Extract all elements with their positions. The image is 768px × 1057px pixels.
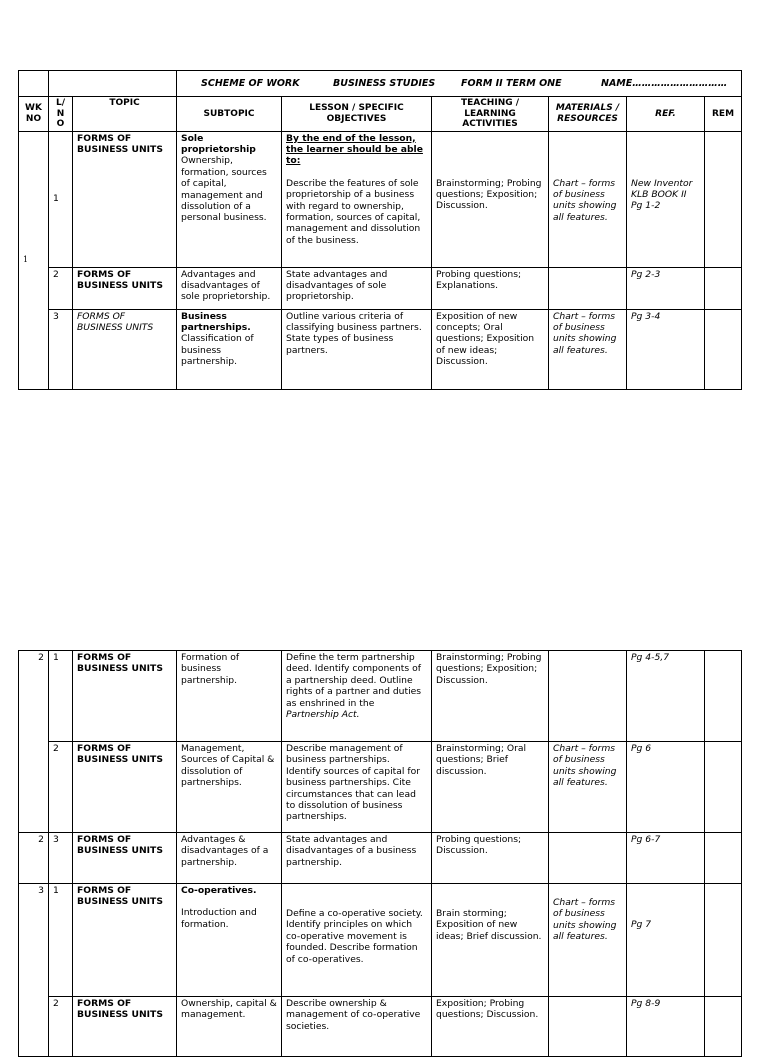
col-header-subtopic: SUBTOPIC [177, 97, 282, 132]
materials-cell [549, 833, 627, 884]
rem-cell [705, 131, 742, 267]
topic-cell: FORMS OF BUSINESS UNITS [73, 997, 177, 1057]
activities-cell: Brain storming; Exposition of new ideas; Brief discussion. [432, 884, 549, 997]
ref-cell: Pg 8-9 [627, 997, 705, 1057]
rem-cell [705, 742, 742, 833]
ref-cell: Pg 7 [627, 884, 705, 997]
ref-cell: Pg 2-3 [627, 267, 705, 309]
activities-cell: Exposition of new concepts; Oral questions; Exposition of new ideas; Discussion. [432, 309, 549, 389]
table-row [19, 997, 742, 1057]
lesson-no-cell: 1 [49, 131, 73, 267]
form-label: FORM II TERM ONE [461, 77, 562, 89]
objectives-cell: Describe ownership & management of co-operative societies. [282, 997, 432, 1057]
activities-cell: Probing questions; Explanations. [432, 267, 549, 309]
table-row [19, 884, 742, 997]
subtopic-cell: Formation of business partnership. [177, 651, 282, 742]
subtopic-cell: Advantages and disadvantages of sole proprietorship. [177, 267, 282, 309]
teacher-name-field: NAME………………………… [601, 77, 728, 89]
rem-cell [705, 997, 742, 1057]
topic-cell: FORMS OF BUSINESS UNITS [73, 267, 177, 309]
table-row [19, 742, 742, 833]
subtopic-cell: Co-operatives. Introduction and formation. [177, 884, 282, 997]
topic-cell: FORMS OF BUSINESS UNITS [73, 833, 177, 884]
col-header-week: WK NO [19, 97, 49, 132]
scheme-table-page-2 [18, 650, 742, 1057]
rem-cell [705, 267, 742, 309]
objectives-cell: State advantages and disadvantages of sole proprietorship. [282, 267, 432, 309]
col-header-activities: TEACHING / LEARNING ACTIVITIES [432, 97, 549, 132]
lesson-no-cell: 2 [49, 997, 73, 1057]
rem-cell [705, 651, 742, 742]
week-cell: 2 [19, 651, 49, 833]
subtopic-cell: Advantages & disadvantages of a partnership. [177, 833, 282, 884]
week-cell: 1 [19, 131, 49, 389]
materials-cell [549, 997, 627, 1057]
week-cell: 2 [19, 833, 49, 884]
scheme-table-page-1 [18, 70, 742, 390]
col-header-rem: REM [705, 97, 742, 132]
ref-cell: New Inventor KLB BOOK II Pg 1-2 [627, 131, 705, 267]
objectives-cell: Define the term partnership deed. Identify components of a partnership deed. Outline rights of a partner and duties as enshrined in the Partnership Act. [282, 651, 432, 742]
topic-cell: FORMS OF BUSINESS UNITS [73, 651, 177, 742]
week-cell: 3 [19, 884, 49, 1057]
table-row [19, 651, 742, 742]
materials-cell: Chart – forms of business units showing all features. [549, 884, 627, 997]
activities-cell: Brainstorming; Probing questions; Exposition; Discussion. [432, 651, 549, 742]
table-row [19, 833, 742, 884]
lesson-no-cell: 3 [49, 833, 73, 884]
lesson-no-cell: 2 [49, 267, 73, 309]
ref-cell: Pg 3-4 [627, 309, 705, 389]
table-row [19, 267, 742, 309]
topic-cell: FORMS OF BUSINESS UNITS [73, 742, 177, 833]
ref-cell: Pg 6 [627, 742, 705, 833]
rem-cell [705, 309, 742, 389]
subtopic-cell: Business partnerships. Classification of business partnership. [177, 309, 282, 389]
ref-cell: Pg 4-5,7 [627, 651, 705, 742]
lesson-no-cell: 2 [49, 742, 73, 833]
ref-cell: Pg 6-7 [627, 833, 705, 884]
objectives-cell: Outline various criteria of classifying business partners. State types of business partners. [282, 309, 432, 389]
rem-cell [705, 884, 742, 997]
lesson-no-cell: 3 [49, 309, 73, 389]
table-row [19, 309, 742, 389]
lesson-no-cell: 1 [49, 884, 73, 997]
subtopic-cell: Ownership, capital & management. [177, 997, 282, 1057]
subtopic-cell: Sole proprietorship Ownership, formation, sources of capital, management and dissolution of a personal business. [177, 131, 282, 267]
col-header-lesson-no: L/ N O [49, 97, 73, 132]
col-header-objectives: LESSON / SPECIFIC OBJECTIVES [282, 97, 432, 132]
objectives-cell: By the end of the lesson, the learner should be able to: Describe the features of sole proprietorship of a business with regard to ownership, formation, sources of capital, management and dissolution of the business. [282, 131, 432, 267]
materials-cell: Chart – forms of business units showing all features. [549, 131, 627, 267]
col-header-ref: REF. [627, 97, 705, 132]
scheme-label: SCHEME OF WORK [201, 77, 300, 89]
materials-cell [549, 267, 627, 309]
topic-cell: FORMS OF BUSINESS UNITS [73, 309, 177, 389]
header-blank-cell [49, 71, 177, 97]
topic-cell: FORMS OF BUSINESS UNITS [73, 884, 177, 997]
subtopic-cell: Management, Sources of Capital & dissolution of partnerships. [177, 742, 282, 833]
materials-cell [549, 651, 627, 742]
subject-label: BUSINESS STUDIES [333, 77, 436, 89]
objectives-cell: Define a co-operative society. Identify principles on which co-operative movement is founded. Describe formation of co-operatives. [282, 884, 432, 997]
activities-cell: Brainstorming; Oral questions; Brief discussion. [432, 742, 549, 833]
document-title [177, 71, 742, 97]
activities-cell: Probing questions; Discussion. [432, 833, 549, 884]
objectives-cell: State advantages and disadvantages of a business partnership. [282, 833, 432, 884]
table-row [19, 131, 742, 267]
activities-cell: Brainstorming; Probing questions; Exposition; Discussion. [432, 131, 549, 267]
materials-cell: Chart – forms of business units showing all features. [549, 309, 627, 389]
lesson-no-cell: 1 [49, 651, 73, 742]
objectives-cell: Describe management of business partnerships. Identify sources of capital for business partnerships. Cite circumstances that can lead to dissolution of business partnerships. [282, 742, 432, 833]
rem-cell [705, 833, 742, 884]
header-blank-cell [19, 71, 49, 97]
topic-cell: FORMS OF BUSINESS UNITS [73, 131, 177, 267]
col-header-topic: TOPIC [73, 97, 177, 132]
activities-cell: Exposition; Probing questions; Discussion. [432, 997, 549, 1057]
materials-cell: Chart – forms of business units showing all features. [549, 742, 627, 833]
col-header-materials: MATERIALS / RESOURCES [549, 97, 627, 132]
